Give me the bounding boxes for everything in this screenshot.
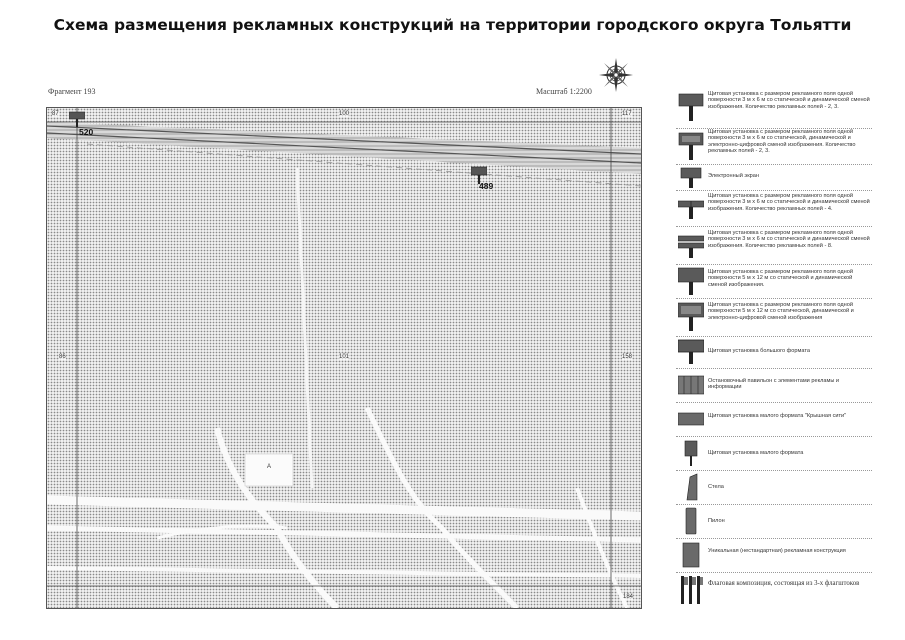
legend-text: Щитовая установка с размером рекламного поля одной поверхности 3 м х 6 м со статической и динамической сменой изображения. Количество рекламных полей - 8. <box>708 230 870 249</box>
sheet-number-center: 101 <box>339 354 350 360</box>
legend-text: Щитовая установка малого формата <box>708 450 804 456</box>
legend-item <box>676 368 872 403</box>
billboard-3x6-icon <box>678 92 704 122</box>
billboard-4-fields-icon <box>678 198 704 220</box>
sheet-number-right: 158 <box>622 354 633 360</box>
legend-text: Электронный экран <box>708 173 759 179</box>
sheet-number-top-left: 87 <box>52 111 59 117</box>
legend-item <box>676 504 872 539</box>
large-format-billboard-icon <box>678 339 704 365</box>
legend-text: Щитовая установка с размером рекламного поля одной поверхности 5 м х 12 м со статической, динамической и электронно-цифровой сменой изображения <box>708 302 854 321</box>
stela-icon <box>678 473 704 501</box>
legend-text: Флаговая композиция, состоящая из 3-х флагштоков <box>708 580 860 587</box>
legend-text: Щитовая установка с размером рекламного поля одной поверхности 3 м х 6 м со статической и динамической сменой изображения. Количество рекламных полей - 4. <box>708 193 870 212</box>
building-plot <box>245 454 293 486</box>
legend-item <box>676 336 872 369</box>
legend-item <box>676 190 872 227</box>
billboard-8-fields-icon <box>678 234 704 258</box>
electronic-screen-icon <box>678 167 704 189</box>
plot-label: А <box>267 464 272 470</box>
legend-item <box>676 88 872 129</box>
sheet-number-left: 86 <box>59 354 66 360</box>
unique-construction-icon <box>678 542 704 568</box>
legend-text: Остановочный павильон с элементами рекламы и информации <box>708 378 840 391</box>
legend-text: Щитовая установка малого формата "Крышная сити" <box>708 413 847 419</box>
sheet-number-bottom-right: 184 <box>623 594 634 600</box>
page-title: Схема размещения рекламных конструкций на территории городского округа Тольятти <box>53 16 852 34</box>
flag-composition-icon <box>678 575 704 605</box>
legend-item <box>676 264 872 299</box>
map-view[interactable] <box>46 107 642 609</box>
sheet-number-top-right: 117 <box>622 111 632 117</box>
legend-text: Уникальная (нестандартная) рекламная конструкция <box>708 548 846 554</box>
pavilion-icon <box>678 374 704 396</box>
legend-item <box>676 226 872 265</box>
legend-item <box>676 470 872 505</box>
legend-item <box>676 572 872 608</box>
billboard-5x12-icon <box>678 267 704 295</box>
billboard-3x6-icon <box>69 111 85 127</box>
legend-text: Щитовая установка с размером рекламного поля одной поверхности 3 м х 6 м со статической и динамической сменой изображения. Количество рекламных полей - 2, 3. <box>708 91 870 110</box>
legend-text: Пилон <box>708 518 725 524</box>
legend-item <box>676 128 872 165</box>
fragment-label: Фрагмент 193 <box>48 87 96 96</box>
scale-label: Масштаб 1:2200 <box>536 87 592 96</box>
marker-number: 489 <box>479 181 494 191</box>
legend-text: Стела <box>708 484 724 490</box>
citylight-icon <box>678 412 704 426</box>
billboard-3x6-digital-icon <box>678 131 704 161</box>
pylon-icon <box>678 507 704 535</box>
legend-item <box>676 164 872 191</box>
legend-item <box>676 538 872 573</box>
legend-text: Щитовая установка с размером рекламного поля одной поверхности 3 м х 6 м со статической, динамической и электронно-цифровой сменой изображения. Количество рекламных полей - 2, 3. <box>708 129 856 155</box>
legend-text: Щитовая установка с размером рекламного поля одной поверхности 5 м х 12 м со статической и динамической сменой изображения. <box>708 269 853 288</box>
compass-rose-icon <box>598 57 634 93</box>
sheet-number-top-center: 100 <box>339 111 350 117</box>
marker-number: 520 <box>79 127 94 137</box>
billboard-5x12-digital-icon <box>678 302 704 332</box>
small-format-icon <box>678 440 704 466</box>
legend-item <box>676 436 872 471</box>
legend-item <box>676 298 872 337</box>
legend-text: Щитовая установка большого формата <box>708 348 810 354</box>
legend-item <box>676 402 872 437</box>
